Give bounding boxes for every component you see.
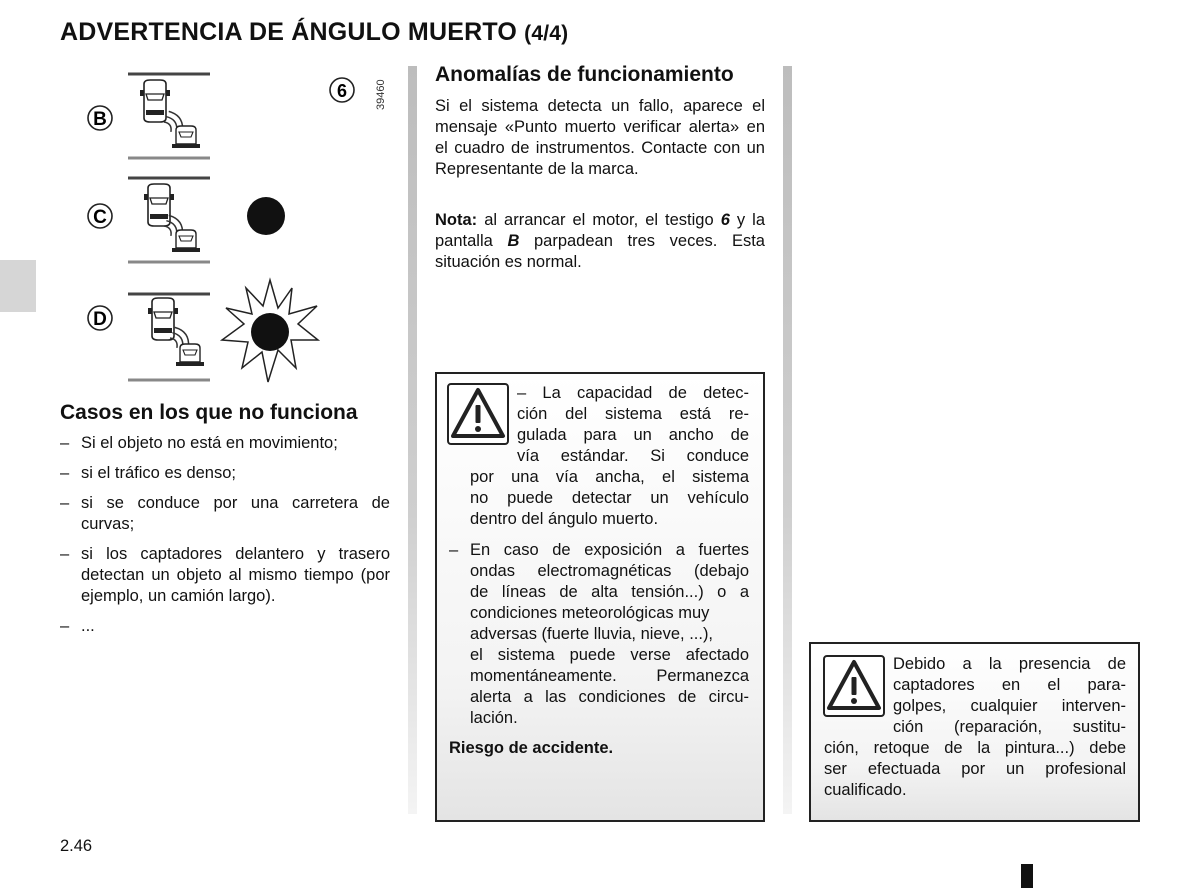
car-icon [140,80,170,122]
warning-line: alerta a las condiciones de circu- [470,688,749,706]
page-title-suffix: (4/4) [524,22,569,45]
indicator-flashing-core [251,313,289,351]
list-dash: – [60,545,70,563]
list-dash: – [60,464,70,482]
warning-line: ción, retoque de la pintura...) debe [824,739,1126,757]
indicator-lit-icon [247,197,285,235]
page-edge-marker [1021,864,1033,888]
warning-line: ondas electromagnéticas (debajo [470,562,749,580]
note-ref-6: 6 [720,211,730,229]
list-dash: – [449,541,459,559]
cases-heading: Casos en los que no funciona [60,401,358,424]
cases-list [60,433,390,646]
figure-label-c: C [93,207,107,228]
warning-line: lación. [470,709,518,727]
note-text-1: al arrancar el motor, el testigo [484,211,714,229]
warning-line: – La capacidad de detec- [517,384,749,402]
warning-triangle-icon [823,655,885,717]
warning-line: de líneas de alta tensión...) o a [470,583,749,601]
warning-line: no puede detectar un vehículo [470,489,749,507]
list-item-text: Si el objeto no está en movimiento; [81,434,338,452]
warning-line: dentro del ángulo muerto. [470,510,659,528]
warning-line: el sistema puede verse afectado [470,646,749,664]
car-icon [172,230,200,252]
note-label: Nota: [435,211,478,229]
warning-line: por una vía ancha, el sistema [470,468,749,486]
car-icon [176,344,204,366]
figure-label-b: B [93,109,107,130]
warning-line: ción del sistema está re- [517,405,749,423]
section-tab [0,260,36,312]
list-item [60,463,390,484]
warning-line: condiciones meteorológicas muy [470,604,710,622]
blind-spot-diagram [60,62,400,392]
warning-box-bumper-sensors [809,642,1140,822]
warning-risk-text: Riesgo de accidente. [449,739,614,757]
figure-image-code: 39460 [375,79,387,110]
page-number: 2.46 [60,837,93,855]
note-text-3: parpadean tres veces. Esta situación es normal. [435,232,765,271]
list-item-text: si el tráfico es denso; [81,464,236,482]
anomalies-paragraph: Si el sistema detecta un fallo, aparece el mensaje «Punto muerto verificar alerta» en el cuadro de instrumentos. Contacte con un Representante de la marca. [435,97,765,178]
warning-line: cualificado. [824,781,907,799]
note-paragraph [435,210,765,273]
warning-line: captadores en el para- [893,676,1126,694]
list-item [60,616,390,637]
warning-line: Debido a la presencia de [893,655,1126,673]
warning-line: ser efectuada por un profesional [824,760,1126,778]
list-item-text: ... [81,617,95,635]
list-item [60,433,390,454]
column-divider [783,66,792,814]
note-ref-b: B [507,232,520,250]
warning-line: gulada para un ancho de [517,426,749,444]
page-title-text: ADVERTENCIA DE ÁNGULO MUERTO [60,18,518,46]
list-item [60,493,390,535]
warning-line: En caso de exposición a fuertes [470,541,749,559]
list-dash: – [60,617,70,635]
list-item [60,544,390,607]
warning-line: ción (reparación, sustitu- [893,718,1126,736]
warning-line: vía estándar. Si conduce [517,447,749,465]
warning-line: adversas (fuerte lluvia, nieve, ...), [470,625,714,643]
anomalies-heading: Anomalías de funcionamiento [435,63,734,86]
list-dash: – [60,494,70,512]
warning-line: golpes, cualquier interven- [893,697,1126,715]
car-icon [172,126,200,148]
list-item-text: si los captadores delantero y trasero detectan un objeto al mismo tiempo (por ejemplo, un camión largo). [81,545,390,605]
figure-label-d: D [93,309,107,330]
warning-triangle-icon [447,383,509,445]
blind-spot-illustration [60,62,400,392]
figure-ref-number: 6 [336,81,348,101]
column-divider [408,66,417,814]
warning-box-detection [435,372,765,822]
list-dash: – [60,434,70,452]
note-text-2: y la pantalla [435,211,765,250]
page-title [60,18,568,47]
car-icon [144,184,174,226]
warning-line: momentáneamente. Permanezca [470,667,749,685]
list-item-text: si se conduce por una carretera de curvas; [81,494,390,533]
